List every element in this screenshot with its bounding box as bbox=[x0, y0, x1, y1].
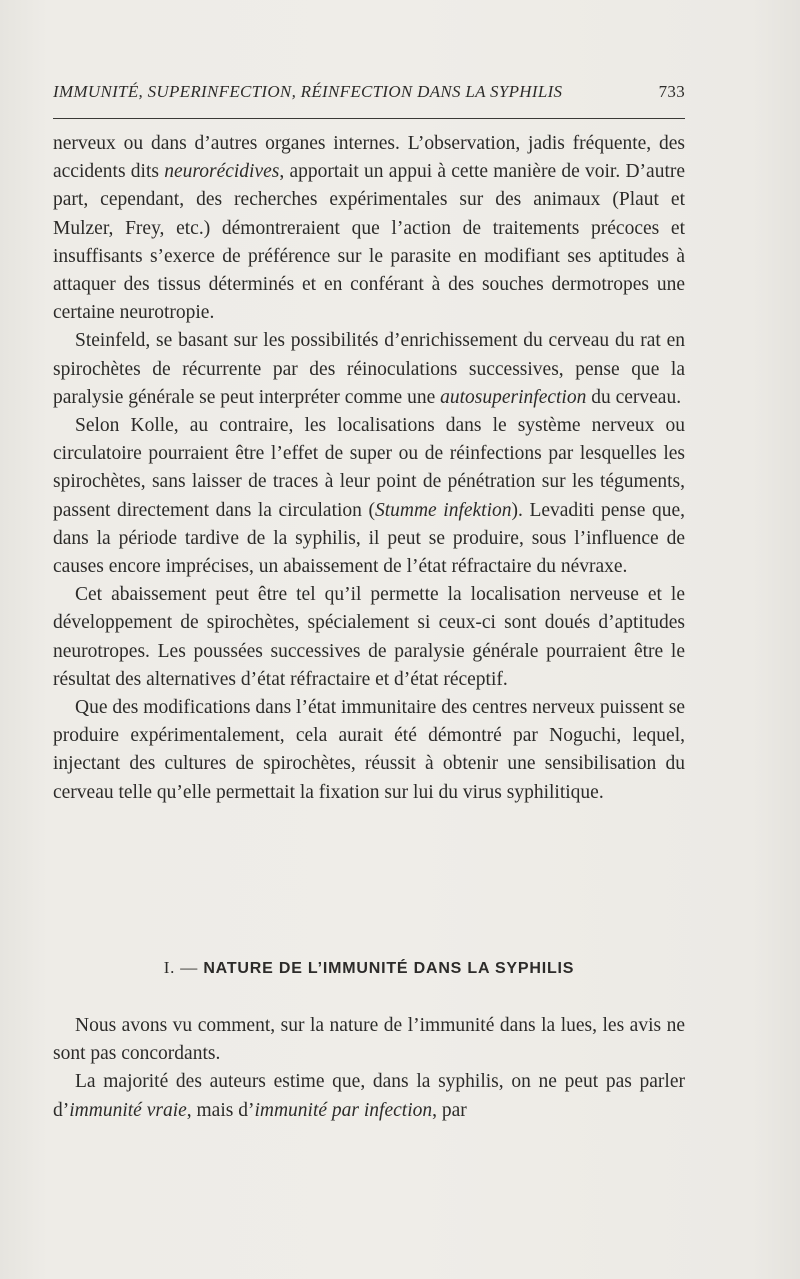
paragraph bbox=[53, 130, 685, 327]
page-number: 733 bbox=[658, 82, 685, 101]
paragraph bbox=[53, 327, 685, 412]
text-segment: ). Levaditi pense que, dans la période tardive de la syphilis, il peut se produire, sous l’influence de causes encore imprécises, un abaissement de l’état réfractaire du névraxe. bbox=[53, 499, 685, 578]
italic-text: immunité vraie bbox=[69, 1099, 187, 1121]
paragraph bbox=[53, 694, 685, 807]
text-segment: , apportait un appui à cette manière de voir. D’autre part, cependant, des recherches expérimentales sur des animaux (Plaut et Mulzer, Frey, etc.) démontreraient que l’action de traitements précoces et insuffisants s’exerce de préférence sur le parasite en modifiant ses aptitudes à attaquer des tissus déterminés et en conférant à des souches dermotropes une certaine neurotropie. bbox=[53, 161, 686, 324]
italic-text: autosuperinfection bbox=[440, 386, 587, 408]
text-segment: Cet abaissement peut être tel qu’il permette la localisation nerveuse et le développement de spirochètes, spécialement si ceux-ci sont doués d’aptitudes neurotropes. Les poussées successives de paralysie générale pourraient être le résultat des alternatives d’état réfractaire et d’état réceptif. bbox=[53, 584, 685, 690]
text-segment: , par bbox=[432, 1099, 467, 1121]
text-segment: , mais d’ bbox=[186, 1099, 255, 1121]
section-title: NATURE DE L’IMMUNITÉ DANS LA SYPHILIS bbox=[203, 960, 575, 977]
text-segment: du cerveau. bbox=[586, 386, 682, 408]
text-segment: Steinfeld, se basant sur les possibilités d’enrichissement du cerveau du rat en spirochètes de récurrente par des réinoculations successives, pense que la paralysie générale se peut interpréter comme une bbox=[53, 330, 685, 408]
text-segment: Que des modifications dans l’état immunitaire des centres nerveux puissent se produire expérimentalement, cela aurait été démontré par Noguchi, lequel, injectant des cultures de spirochètes, réussit à obtenir une sensibilisation du cerveau telle qu’elle permettait la fixation sur lui du virus syphilitique. bbox=[53, 697, 685, 803]
section-heading bbox=[53, 958, 685, 978]
running-head bbox=[53, 82, 685, 102]
body-text-section-2 bbox=[53, 1012, 685, 1125]
italic-text: Stumme infektion bbox=[374, 499, 512, 521]
paragraph bbox=[53, 1068, 685, 1124]
paragraph bbox=[53, 1012, 685, 1068]
text-segment: Nous avons vu comment, sur la nature de l’immunité dans la lues, les avis ne sont pas concordants. bbox=[53, 1015, 685, 1065]
header-rule bbox=[53, 118, 685, 119]
running-head-title: IMMUNITÉ, SUPERINFECTION, RÉINFECTION DANS LA SYPHILIS bbox=[53, 82, 563, 101]
text-segment: La majorité des auteurs estime que, dans la syphilis, on ne peut pas parler d’ bbox=[53, 1071, 685, 1121]
paragraph bbox=[53, 412, 685, 581]
italic-text: immunité par infection bbox=[254, 1099, 433, 1121]
body-text-section-1 bbox=[53, 130, 685, 807]
text-segment: nerveux ou dans d’autres organes internes. L’observation, jadis fréquente, des accidents dits bbox=[53, 133, 685, 183]
paragraph bbox=[53, 581, 685, 694]
text-segment: Selon Kolle, au contraire, les localisations dans le système nerveux ou circulatoire pourraient être l’effet de super ou de réinfections par lesquelles les spirochètes, sans laisser de traces à leur point de pénétration sur les téguments, passent directement dans la circulation ( bbox=[53, 415, 685, 521]
italic-text: neurorécidives bbox=[164, 161, 280, 183]
section-number: I. — bbox=[163, 958, 199, 977]
